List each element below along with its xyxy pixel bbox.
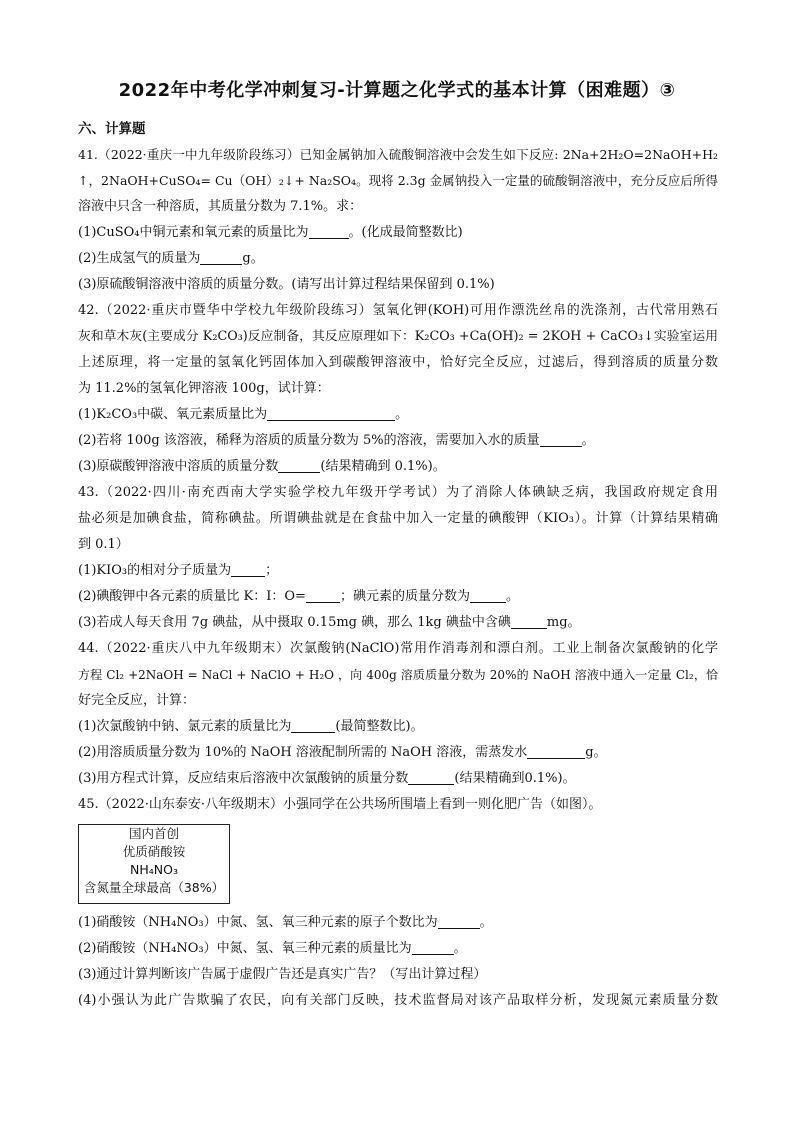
q44-sub-3-text: (3)用方程式计算，反应结束后溶液中次氯酸钠的质量分数 xyxy=(78,771,409,786)
q43-line-1: 43.（2022·四川·南充西南大学实验学校九年级开学考试）为了消除人体碘缺乏病，我国政府规定食用 xyxy=(78,485,718,500)
q44-line-2: 方程 Cl₂ +2NaOH = NaCl + NaClO + H₂O ，向 400g 溶质质量分数为 20%的 NaOH 溶液中通入一定量 Cl₂，恰 xyxy=(78,668,718,682)
answer-blank xyxy=(438,913,480,929)
q44-sub-1 xyxy=(78,714,718,740)
q44-sub-3-tail: (结果精确到0.1%)。 xyxy=(454,771,576,786)
q42-line-2: 灰和草木灰(主要成分 K₂CO₃)反应制备，其反应原理如下：K₂CO₃ +Ca(OH)₂ = 2KOH + CaCO₃↓实验室运用 xyxy=(78,329,718,344)
ad-line-2: 优质硝酸铵 xyxy=(122,844,186,859)
q42-sub-1-tail: 。 xyxy=(395,407,409,422)
q43-sub-2-tail: 。 xyxy=(505,589,519,604)
q45-sub-2-tail: 。 xyxy=(453,941,467,956)
q41-sub-2-text: (2)生成氢气的质量为 xyxy=(78,251,201,266)
q45-line-1: 45.（2022·山东泰安·八年级期末）小强同学在公共场所围墙上看到一则化肥广告（如图）。 xyxy=(78,797,602,812)
q42-sub-2-tail: 。 xyxy=(581,433,595,448)
section-heading: 六、计算题 xyxy=(78,121,146,137)
answer-blank xyxy=(511,613,547,629)
q41-line-3: 溶液中只含一种溶质，其质量分数为 7.1%。求： xyxy=(78,199,363,214)
q41-sub-1-tail: 。(化成最简整数比) xyxy=(348,225,463,240)
q43-line-3: 到 0.1） xyxy=(78,537,129,552)
q42-sub-3-text: (3)原碳酸钾溶液中溶质的质量分数 xyxy=(78,459,279,474)
q45-sub-1 xyxy=(78,910,718,936)
q45-sub-2 xyxy=(78,936,718,962)
q44-sub-2 xyxy=(78,740,718,766)
answer-blank xyxy=(291,717,335,733)
answer-blank xyxy=(527,743,585,759)
q45-sub-1-text: (1)硝酸铵（NH₄NO₃）中氮、氢、氧三种元素的原子个数比为 xyxy=(78,915,438,930)
q45-sub-2-text: (2)硝酸铵（NH₄NO₃）中氮、氢、氧三种元素的质量比为 xyxy=(78,941,412,956)
q41-sub-2-tail: g。 xyxy=(242,251,264,266)
q41-line-1: 41.（2022·重庆一中九年级阶段练习）已知金属钠加入硫酸铜溶液中会发生如下反应: 2Na+2H₂O=2NaOH+H₂ xyxy=(78,147,718,162)
answer-blank xyxy=(306,587,340,603)
q42-sub-3-tail: (结果精确到 0.1%)。 xyxy=(320,459,446,474)
q43-sub-1-tail: ； xyxy=(265,563,279,578)
q43-sub-1-text: (1)KIO₃的相对分子质量为 xyxy=(78,563,232,578)
answer-blank xyxy=(470,587,506,603)
q44-sub-3 xyxy=(78,766,718,792)
q41-sub-1-text: (1)CuSO₄中铜元素和氧元素的质量比为 xyxy=(78,225,309,240)
q43-sub-3-text: (3)若成人每天食用 7g 碘盐，从中摄取 0.15mg 碘，那么 1kg 碘盐中含碘 xyxy=(78,615,511,630)
question-body xyxy=(78,142,718,1014)
q44-sub-1-text: (1)次氯酸钠中钠、氯元素的质量比为 xyxy=(78,719,292,734)
q44-line-3: 好完全反应，计算： xyxy=(78,693,196,708)
q41-sub-2 xyxy=(78,246,718,272)
q42-sub-2 xyxy=(78,428,718,454)
answer-blank xyxy=(540,431,582,447)
q41-sub-1 xyxy=(78,220,718,246)
q44-sub-2-tail: g。 xyxy=(585,745,607,760)
q44-sub-2-text: (2)用溶质质量分数为 10%的 NaOH 溶液配制所需的 NaOH 溶液，需蒸发水 xyxy=(78,745,528,760)
q42-line-1: 42.（2022·重庆市暨华中学校九年级阶段练习）氢氧化钾(KOH)可用作漂洗丝帛的洗涤剂，古代常用熟石 xyxy=(78,303,718,318)
q44-sub-1-tail: (最简整数比)。 xyxy=(335,719,424,734)
q43-sub-2-mid: ；碘元素的质量分数为 xyxy=(339,589,470,604)
page-title: 2022年中考化学冲刺复习-计算题之化学式的基本计算（困难题）③ xyxy=(118,80,676,101)
q45-sub-3: (3)通过计算判断该广告属于虚假广告还是真实广告？（写出计算过程） xyxy=(78,967,487,982)
ad-line-3: NH₄NO₃ xyxy=(130,862,178,877)
fertilizer-ad-box xyxy=(78,824,230,904)
q42-sub-1 xyxy=(78,402,718,428)
q41-line-2: ↑，2NaOH+CuSO₄= Cu（OH）₂↓+ Na₂SO₄。现将 2.3g 金属钠投入一定量的硫酸铜溶液中，充分反应后所得 xyxy=(78,173,718,188)
answer-blank xyxy=(200,249,242,265)
answer-blank xyxy=(408,769,454,785)
q43-sub-2 xyxy=(78,584,718,610)
q41-sub-3: (3)原硫酸铜溶液中溶质的质量分数。(请写出计算过程结果保留到 0.1%) xyxy=(78,277,495,292)
answer-blank xyxy=(231,561,265,577)
q43-sub-3 xyxy=(78,610,718,636)
q42-sub-3 xyxy=(78,454,718,480)
ad-line-1: 国内首创 xyxy=(128,826,179,841)
q45-sub-4: (4)小强认为此广告欺骗了农民，向有关部门反映，技术监督局对该产品取样分析，发现氮元素质量分数 xyxy=(78,993,718,1008)
q42-sub-1-text: (1)K₂CO₃中碳、氧元素质量比为 xyxy=(78,407,268,422)
answer-blank xyxy=(309,223,349,239)
q43-line-2: 盐必须是加碘食盐，简称碘盐。所谓碘盐就是在食盐中加入一定量的碘酸钾（KIO₃）。计算（计算结果精确 xyxy=(78,511,718,526)
q44-line-1: 44.（2022·重庆八中九年级期末）次氯酸钠(NaClO)常用作消毒剂和漂白剂。工业上制备次氯酸钠的化学 xyxy=(78,641,718,656)
ad-line-4: 含氮量全球最高（38%） xyxy=(83,880,225,895)
q42-line-4: 为 11.2%的氢氧化钾溶液 100g，试计算： xyxy=(78,381,330,396)
q43-sub-3-tail: mg。 xyxy=(546,615,581,630)
q45-sub-1-tail: 。 xyxy=(479,915,493,930)
q42-sub-2-text: (2)若将 100g 该溶液，稀释为溶质的质量分数为 5%的溶液，需要加入水的质量 xyxy=(78,433,540,448)
q43-sub-1 xyxy=(78,558,718,584)
q42-line-3: 上述原理，将一定量的氢氧化钙固体加入到碳酸钾溶液中，恰好完全反应，过滤后，得到溶质的质量分数 xyxy=(78,355,718,370)
answer-blank xyxy=(278,457,320,473)
answer-blank xyxy=(412,939,454,955)
answer-blank xyxy=(267,405,395,421)
q43-sub-2-text: (2)碘酸钾中各元素的质量比 K：I：O= xyxy=(78,589,306,604)
